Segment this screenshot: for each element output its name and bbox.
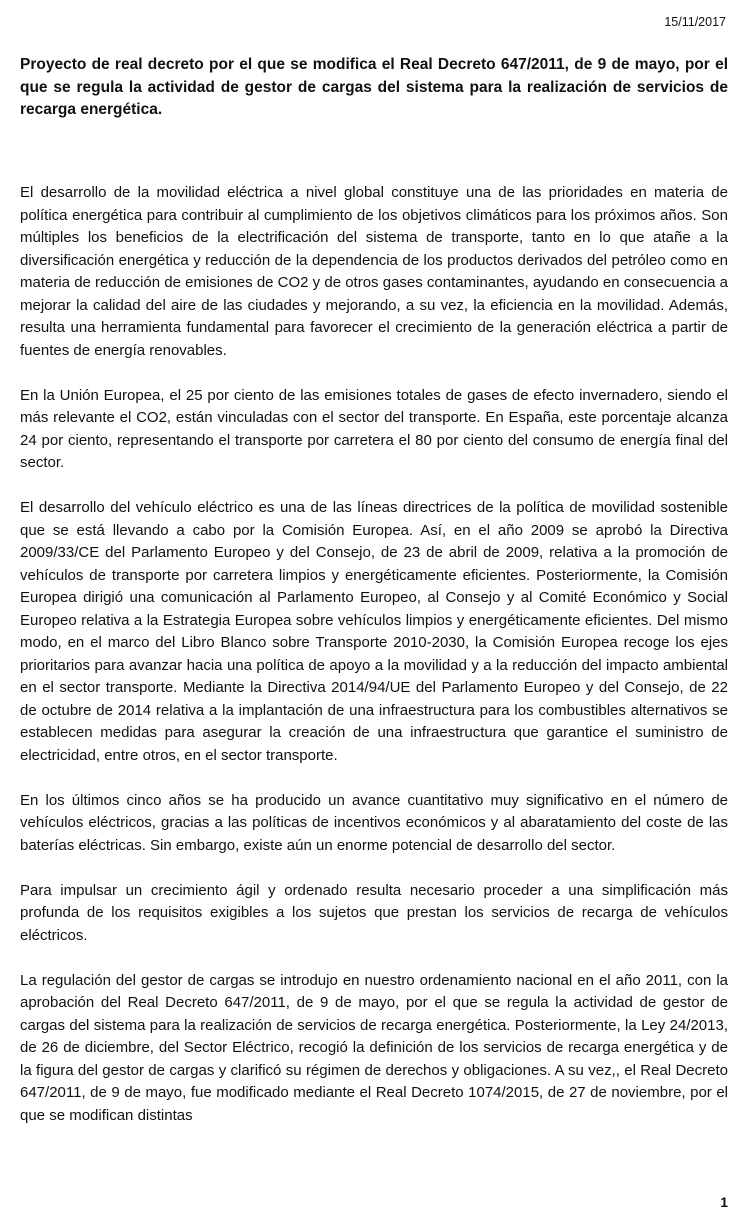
document-title: Proyecto de real decreto por el que se modifica el Real Decreto 647/2011, de 9 de mayo, por el que se regula la actividad de gestor de cargas del sistema para la realización de servicios de recarga energética. (20, 56, 728, 118)
body-paragraph: La regulación del gestor de cargas se introdujo en nuestro ordenamiento nacional en el año 2011, con la aprobación del Real Decreto 647/2011, de 9 de mayo, por el que se regula la actividad de gestor de cargas del sistema para la realización de servicios de recarga energética. Posteriormente, la Ley 24/2013, de 26 de diciembre, del Sector Eléctrico, recogió la definición de los servicios de recarga energética y de la figura del gestor de cargas y clarificó su régimen de derechos y obligaciones. A su vez,, el Real Decreto 647/2011, de 9 de mayo, fue modificado mediante el Real Decreto 1074/2015, de 27 de noviembre, por el que se modifican distintas (20, 971, 728, 1124)
body-paragraph: El desarrollo del vehículo eléctrico es una de las líneas directrices de la política de movilidad sostenible que se está llevando a cabo por la Comisión Europea. Así, en el año 2009 se aprobó la Directiva 2009/33/CE del Parlamento Europeo y del Consejo, de 23 de abril de 2009, relativa a la promoción de vehículos de transporte por carretera limpios y energéticamente eficientes. Posteriormente, la Comisión Europea dirigió una comunicación al Parlamento Europeo, al Consejo y al Comité Económico y Social Europeo relativa a la Estrategia Europea sobre vehículos limpios y energéticamente eficientes. Del mismo modo, en el marco del Libro Blanco sobre Transporte 2010-2030, la Comisión Europea recoge los ejes prioritarios para avanzar hacia una política de apoyo a la movilidad y a la reducción del impacto ambiental en el sector transporte. Mediante la Directiva 2014/94/UE del Parlamento Europeo y del Consejo, de 22 de octubre de 2014 relativa a la implantación de una infraestructura para los combustibles alternativos se establecen medidas para asegurar la creación de una infraestructura que garantice el suministro de electricidad, entre otros, en el sector transporte. (20, 499, 728, 764)
document-date: 15/11/2017 (664, 15, 726, 29)
body-paragraph: En los últimos cinco años se ha producido un avance cuantitativo muy significativo en el número de vehículos eléctricos, gracias a las políticas de incentivos económicos y al abaratamiento del coste de las baterías eléctricas. Sin embargo, existe aún un enorme potencial de desarrollo del sector. (20, 791, 728, 854)
document-body (20, 182, 728, 1150)
body-paragraph: El desarrollo de la movilidad eléctrica a nivel global constituye una de las prioridades en materia de política energética para contribuir al cumplimiento de los objetivos climáticos para los próximos años. Son múltiples los beneficios de la electrificación del sistema de transporte, tanto en lo que atañe a la diversificación energética y reducción de la dependencia de los productos derivados del petróleo como en materia de reducción de emisiones de CO2 y de otros gases contaminantes, ayudando en consecuencia a mejorar la calidad del aire de las ciudades y mejorando, a su vez, la eficiencia en la movilidad. Además, resulta una herramienta fundamental para favorecer el crecimiento de la generación eléctrica a partir de fuentes de energía renovables. (20, 184, 728, 359)
body-paragraph: Para impulsar un crecimiento ágil y ordenado resulta necesario proceder a una simplificación más profunda de los requisitos exigibles a los sujetos que prestan los servicios de recarga de vehículos eléctricos. (20, 881, 728, 944)
body-paragraph: En la Unión Europea, el 25 por ciento de las emisiones totales de gases de efecto invernadero, siendo el más relevante el CO2, están vinculadas con el sector del transporte. En España, este porcentaje alcanza 24 por ciento, representando el transporte por carretera el 80 por ciento del consumo de energía final del sector. (20, 386, 728, 471)
page-number: 1 (720, 1194, 728, 1210)
